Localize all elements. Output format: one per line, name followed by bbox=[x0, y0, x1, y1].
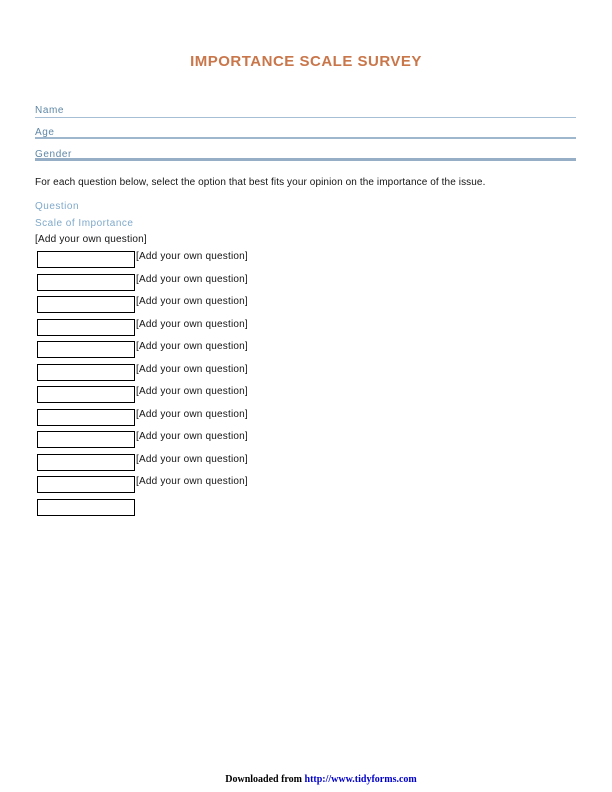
answer-input-box[interactable] bbox=[37, 431, 135, 448]
question-placeholder-text: [Add your own question] bbox=[136, 318, 248, 330]
question-row bbox=[37, 296, 248, 313]
answer-input-box[interactable] bbox=[37, 251, 135, 268]
name-field bbox=[35, 100, 576, 118]
answer-input-box[interactable] bbox=[37, 341, 135, 358]
question-row bbox=[37, 386, 248, 403]
question-placeholder-text: [Add your own question] bbox=[136, 476, 248, 487]
question-placeholder-text: [Add your own question] bbox=[136, 273, 248, 285]
answer-input-box[interactable] bbox=[37, 296, 135, 313]
age-field-label: Age bbox=[35, 127, 55, 138]
question-row bbox=[37, 499, 135, 516]
answer-input-box[interactable] bbox=[37, 409, 135, 426]
answer-input-box[interactable] bbox=[37, 454, 135, 471]
answer-input-box[interactable] bbox=[37, 476, 135, 493]
answer-input-box[interactable] bbox=[37, 274, 135, 291]
question-row bbox=[37, 408, 248, 426]
gender-field bbox=[35, 144, 576, 161]
answer-input-box[interactable] bbox=[37, 499, 135, 516]
question-placeholder-text: [Add your own question] bbox=[136, 386, 248, 397]
answer-input-box[interactable] bbox=[37, 386, 135, 403]
question-placeholder-text: [Add your own question] bbox=[136, 296, 248, 307]
footer-text: Downloaded from bbox=[225, 774, 305, 785]
question-placeholder-text: [Add your own question] bbox=[136, 453, 248, 465]
footer bbox=[0, 774, 612, 785]
question-placeholder-text: [Add your own question] bbox=[136, 431, 248, 442]
question-placeholder-text: [Add your own question] bbox=[35, 234, 147, 245]
name-field-label: Name bbox=[35, 105, 65, 116]
question-row bbox=[37, 431, 248, 448]
instruction-text: For each question below, select the option that best fits your opinion on the importance of the issue. bbox=[35, 177, 486, 188]
page-title: IMPORTANCE SCALE SURVEY bbox=[190, 53, 422, 70]
question-placeholder-text: [Add your own question] bbox=[136, 363, 248, 375]
question-row bbox=[37, 318, 248, 336]
question-column-label: Question bbox=[35, 201, 80, 212]
answer-input-box[interactable] bbox=[37, 319, 135, 336]
question-placeholder-text: [Add your own question] bbox=[136, 408, 248, 420]
question-row bbox=[37, 476, 248, 493]
question-rows bbox=[37, 251, 248, 516]
answer-input-box[interactable] bbox=[37, 364, 135, 381]
question-row bbox=[37, 341, 248, 358]
question-row bbox=[37, 453, 248, 471]
question-placeholder-text: [Add your own question] bbox=[136, 251, 248, 262]
question-row bbox=[37, 363, 248, 381]
gender-field-label: Gender bbox=[35, 149, 72, 160]
scale-column-label: Scale of Importance bbox=[35, 218, 134, 229]
footer-link[interactable]: http://www.tidyforms.com bbox=[304, 774, 417, 785]
question-placeholder-text: [Add your own question] bbox=[136, 341, 248, 352]
question-row bbox=[37, 251, 248, 268]
question-row bbox=[37, 273, 248, 291]
age-field bbox=[35, 122, 576, 139]
